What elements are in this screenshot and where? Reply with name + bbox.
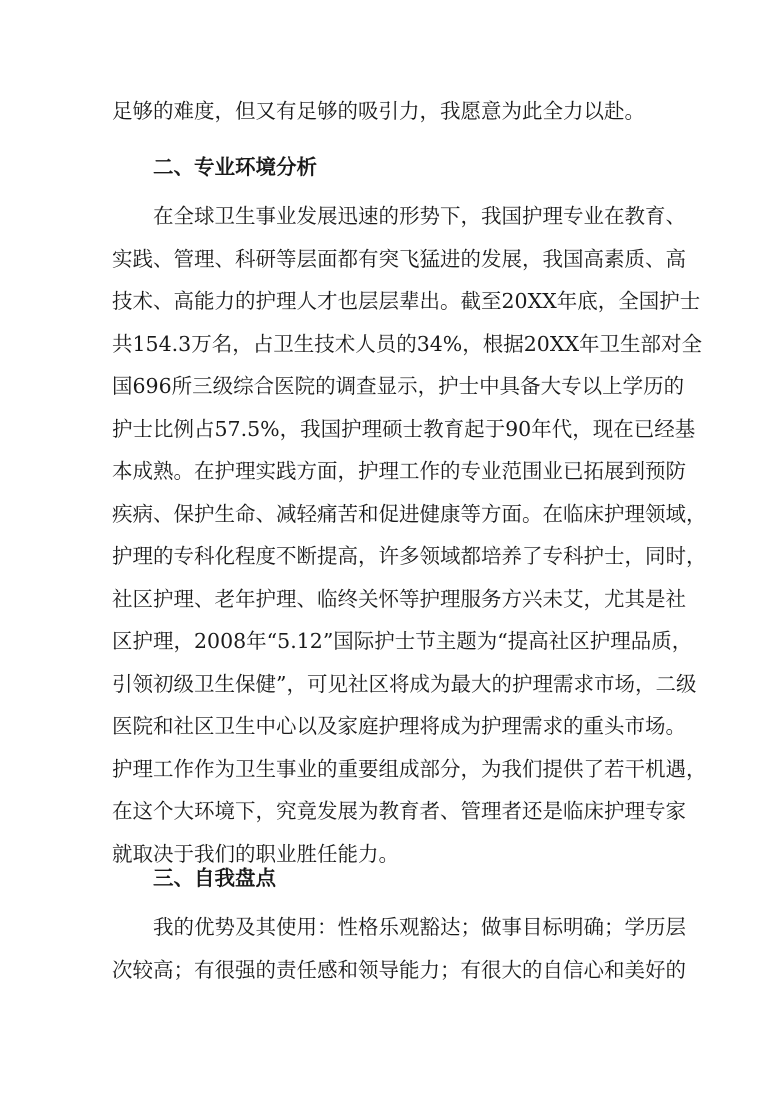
text-line: 我 的 优 势 及 其 使 用 ： 性 格 乐 观 豁 达 ； 做 事 目 标 明 确 ； 学 历 层 (153, 915, 686, 939)
text-line: 共 154.3 万 名 ， 占 卫 生 技 术 人 员 的 34% ， 根 据 20XX 年 卫 生 部 对 全 (112, 331, 703, 356)
text-line: 疾 病 、 保 护 生 命 、 减 轻 痛 苦 和 促 进 健 康 等 方 面 。 在 临 床 护 理 领 域 ， (112, 501, 707, 526)
text-line: 区 护 理 ， 2008 年 “ 5.12 ” 国 际 护 士 节 主 题 为 “ 提 高 社 区 护 理 品 质 ， (112, 629, 693, 653)
text-line: 在 这 个 大 环 境 下 ， 究 竟 发 展 为 教 育 者 、 管 理 者 还 是 临 床 护 理 专 家 (112, 799, 686, 823)
text-line: 医 院 和 社 区 卫 生 中 心 以 及 家 庭 护 理 将 成 为 护 理 需 求 的 重 头 市 场 。 (112, 714, 686, 738)
section-heading-self-assessment: 三、自我盘点 (153, 866, 276, 890)
text-line: 足够的难度，但又有足够的吸引力，我愿意为此全力以赴。 (112, 99, 645, 123)
text-line: 社 区 护 理 、 老 年 护 理 、 临 终 关 怀 等 护 理 服 务 方 兴 未 艾 ， 尤 其 是 社 (112, 586, 686, 611)
text-line: 护 士 比 例 占 57.5% ， 我 国 护 理 硕 士 教 育 起 于 90 年 代 ， 现 在 已 经 基 (112, 416, 696, 441)
text-line: 就取决于我们的职业胜任能力。 (112, 841, 399, 866)
intro-paragraph (112, 90, 672, 133)
text-line: 引 领 初 级 卫 生 保 健 ” ， 可 见 社 区 将 成 为 最 大 的 护 理 需 求 市 场 ， 二 级 (112, 671, 697, 696)
environment-paragraph (112, 195, 707, 875)
text-line: 国 696 所 三 级 综 合 医 院 的 调 查 显 示 ， 护 士 中 具 备 大 专 以 上 学 历 的 (112, 374, 685, 398)
text-line: 次 较 高 ； 有 很 强 的 责 任 感 和 领 导 能 力 ； 有 很 大 的 自 信 心 和 美 好 的 (112, 957, 686, 982)
text-line: 本 成 熟 。 在 护 理 实 践 方 面 ， 护 理 工 作 的 专 业 范 围 业 已 拓 展 到 预 防 (112, 459, 686, 483)
text-line: 技 术 、 高 能 力 的 护 理 人 才 也 层 层 辈 出 。 截 至 20XX 年 底 ， 全 国 护 士 (112, 289, 701, 313)
section-heading-environment: 二、专业环境分析 (153, 155, 317, 179)
text-line: 在 全 球 卫 生 事 业 发 展 迅 速 的 形 势 下 ， 我 国 护 理 专 业 在 教 育 、 (153, 204, 686, 228)
self-assessment-paragraph (112, 906, 686, 991)
text-line: 护 理 工 作 作 为 卫 生 事 业 的 重 要 组 成 部 分 ， 为 我 们 提 供 了 若 干 机 遇 ， (112, 756, 707, 781)
text-line: 护 理 的 专 科 化 程 度 不 断 提 高 ， 许 多 领 域 都 培 养 了 专 科 护 士 ， 同 时 ， (112, 544, 707, 568)
text-line: 实 践 、 管 理 、 科 研 等 层 面 都 有 突 飞 猛 进 的 发 展 ， 我 国 高 素 质 、 高 (112, 246, 686, 271)
